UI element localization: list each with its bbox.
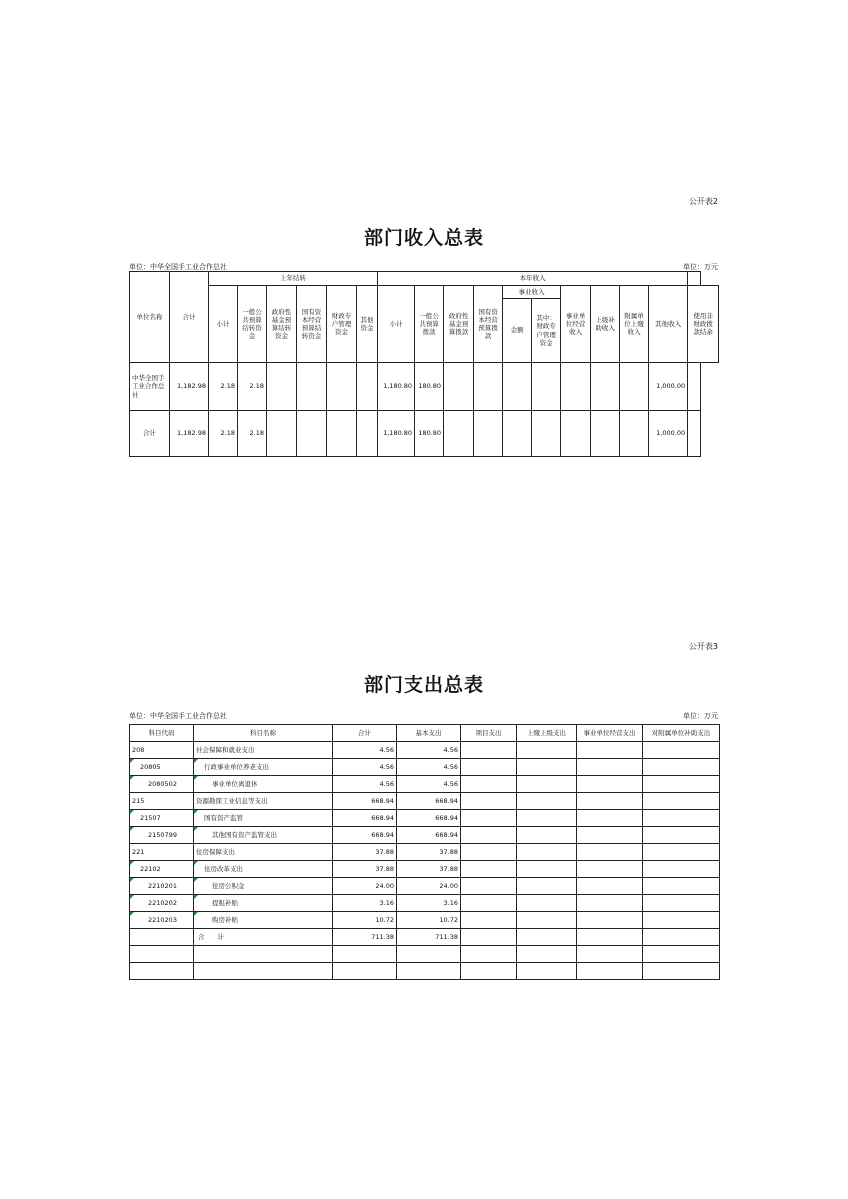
row-basic: 711.38 — [397, 929, 461, 946]
header-project: 项目支出 — [461, 725, 517, 742]
row-basic: 4.56 — [397, 776, 461, 793]
total-row-ly-general: 2.18 — [238, 411, 267, 457]
row-basic — [397, 946, 461, 963]
row-subject-code: 2150799 — [130, 827, 194, 844]
table1-unit-left: 单位：中华全国手工业合作总社 — [129, 263, 227, 271]
table-row — [130, 742, 720, 759]
table-row — [130, 827, 720, 844]
row-subject-name: 行政事业单位养老支出 — [194, 759, 333, 776]
header-ly-state-capital: 国有资本经营预算结转资金 — [297, 286, 327, 363]
income-table — [129, 271, 719, 457]
header-this-year: 本年收入 — [378, 272, 688, 286]
header-operating-income: 事业单位经营收入 — [561, 286, 591, 363]
total-row-label: 合计 — [130, 411, 170, 457]
table-row — [130, 844, 720, 861]
row-total: 4.56 — [333, 742, 397, 759]
row-subject-name: 合 计 — [194, 929, 333, 946]
row-subject-name: 购房补贴 — [194, 912, 333, 929]
header-ly-subtotal: 小计 — [209, 286, 238, 363]
row-subject-name — [194, 963, 333, 980]
header-ly-gov-fund: 政府性基金预算结转资金 — [267, 286, 297, 363]
row-total: 4.56 — [333, 759, 397, 776]
row-subject-name: 事业单位离退休 — [194, 776, 333, 793]
row-subject-name — [194, 946, 333, 963]
row-total — [333, 963, 397, 980]
row-total: 3.16 — [333, 895, 397, 912]
header-biz-amount: 金额 — [503, 299, 532, 363]
table-row — [130, 861, 720, 878]
total-row-ty-general: 180.80 — [415, 411, 444, 457]
table-row — [130, 878, 720, 895]
table2-unit-right: 单位：万元 — [683, 712, 718, 720]
row-ty-subtotal: 1,180.80 — [378, 363, 415, 411]
row-subject-name: 国有资产监管 — [194, 810, 333, 827]
header-affiliated-income: 附属单位上缴收入 — [620, 286, 649, 363]
header-unit-name: 单位名称 — [130, 272, 170, 363]
table2-unit-left: 单位：中华全国手工业合作总社 — [129, 712, 227, 720]
row-subject-code: 22102 — [130, 861, 194, 878]
row-subject-code: 221 — [130, 844, 194, 861]
header-ty-state-capital: 国有资本经营预算拨款 — [474, 286, 503, 363]
table-row — [130, 759, 720, 776]
header-ly-other: 其他资金 — [357, 286, 378, 363]
row-subject-name: 提租补贴 — [194, 895, 333, 912]
header-ly-general: 一般公共预算结转资金 — [238, 286, 267, 363]
table1-tag: 公开表2 — [688, 197, 718, 206]
row-subject-code: 2210201 — [130, 878, 194, 895]
row-subject-code: 20805 — [130, 759, 194, 776]
row-total: 10.72 — [333, 912, 397, 929]
row-basic: 668.94 — [397, 810, 461, 827]
row-subject-name: 住房公积金 — [194, 878, 333, 895]
row-ty-general: 180.80 — [415, 363, 444, 411]
row-basic — [397, 963, 461, 980]
table1-title: 部门收入总表 — [363, 227, 484, 249]
header-biz-special: 其中：财政专户管理资金 — [532, 299, 561, 363]
row-total: 668.94 — [333, 810, 397, 827]
row-basic: 668.94 — [397, 827, 461, 844]
row-subject-code — [130, 929, 194, 946]
row-subject-code: 208 — [130, 742, 194, 759]
header-subject-code: 科目代码 — [130, 725, 194, 742]
header-affiliated-subsidy: 对附属单位补助支出 — [643, 725, 720, 742]
header-ty-general: 一般公共预算拨款 — [415, 286, 444, 363]
income-row — [130, 363, 719, 411]
row-subject-code: 2080502 — [130, 776, 194, 793]
header-business-income: 事业收入 — [503, 286, 561, 299]
header-superior-subsidy: 上级补助收入 — [591, 286, 620, 363]
row-subject-name: 资源勘探工业信息等支出 — [194, 793, 333, 810]
header-use-balance: 使用非财政拨款结余 — [688, 286, 719, 363]
row-basic: 668.94 — [397, 793, 461, 810]
table2-tag: 公开表3 — [688, 642, 718, 651]
row-subject-code: 2210203 — [130, 912, 194, 929]
table-row — [130, 946, 720, 963]
total-row-total: 1,182.98 — [170, 411, 209, 457]
header-total: 合计 — [333, 725, 397, 742]
row-total: 668.94 — [333, 827, 397, 844]
row-total — [333, 946, 397, 963]
row-basic: 37.88 — [397, 844, 461, 861]
table2-title: 部门支出总表 — [363, 674, 484, 696]
total-row-ty-subtotal: 1,180.80 — [378, 411, 415, 457]
row-total: 24.00 — [333, 878, 397, 895]
row-basic: 10.72 — [397, 912, 461, 929]
row-basic: 4.56 — [397, 759, 461, 776]
header-other-income: 其他收入 — [649, 286, 688, 363]
header-total: 合计 — [170, 272, 209, 363]
row-subject-code — [130, 963, 194, 980]
row-subject-name: 住房改革支出 — [194, 861, 333, 878]
row-total: 668.94 — [333, 793, 397, 810]
header-basic: 基本支出 — [397, 725, 461, 742]
total-row-other-income: 1,000.00 — [649, 411, 688, 457]
table1-unit-right: 单位：万元 — [683, 263, 718, 271]
row-basic: 37.88 — [397, 861, 461, 878]
total-row-ly-subtotal: 2.18 — [209, 411, 238, 457]
income-total-row — [130, 411, 719, 457]
table-row — [130, 810, 720, 827]
header-ty-gov-fund: 政府性基金预算拨款 — [444, 286, 474, 363]
row-ly-general: 2.18 — [238, 363, 267, 411]
row-subject-code — [130, 946, 194, 963]
row-subject-code: 215 — [130, 793, 194, 810]
row-basic: 24.00 — [397, 878, 461, 895]
row-subject-code: 21507 — [130, 810, 194, 827]
row-basic: 3.16 — [397, 895, 461, 912]
row-subject-name: 其他国有资产监管支出 — [194, 827, 333, 844]
row-total: 37.88 — [333, 861, 397, 878]
table-row — [130, 929, 720, 946]
row-total: 711.38 — [333, 929, 397, 946]
row-ly-subtotal: 2.18 — [209, 363, 238, 411]
row-basic: 4.56 — [397, 742, 461, 759]
row-unit-name: 中华全国手工业合作总社 — [130, 363, 170, 411]
header-operating: 事业单位经营支出 — [577, 725, 643, 742]
header-ly-special: 财政专户管理资金 — [327, 286, 357, 363]
row-total: 37.88 — [333, 844, 397, 861]
table-row — [130, 963, 720, 980]
row-total: 1,182.98 — [170, 363, 209, 411]
row-subject-name: 社会保障和就业支出 — [194, 742, 333, 759]
row-other-income: 1,000.00 — [649, 363, 688, 411]
header-ty-subtotal: 小计 — [378, 286, 415, 363]
table-row — [130, 776, 720, 793]
table-row — [130, 912, 720, 929]
table-row — [130, 793, 720, 810]
header-last-year: 上年结转 — [209, 272, 378, 286]
header-remit-superior: 上缴上级支出 — [517, 725, 577, 742]
row-subject-name: 住房保障支出 — [194, 844, 333, 861]
table-row — [130, 895, 720, 912]
row-subject-code: 2210202 — [130, 895, 194, 912]
header-subject-name: 科目名称 — [194, 725, 333, 742]
expenditure-table — [129, 724, 720, 980]
row-total: 4.56 — [333, 776, 397, 793]
